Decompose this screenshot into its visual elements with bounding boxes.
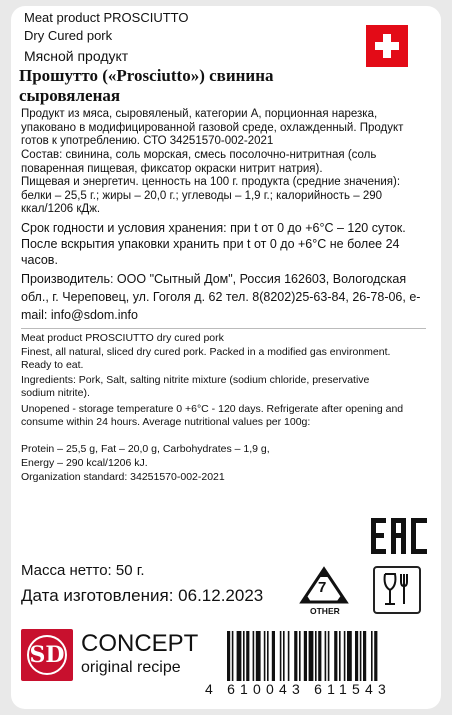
header-line-3: Мясной продукт (24, 48, 129, 64)
ru-manufacturer: Производитель: ООО "Сытный Дом", Россия 162603, Вологодская обл., г. Череповец, ул. Гоголя д. 62 тел. 8(8202)25-63-84, 26-78-06, e-mail: info@sdom.info (21, 272, 421, 322)
net-weight: Масса нетто: 50 г. (21, 562, 145, 579)
product-title-line-1: Прошутто («Prosciutto») свинина (19, 66, 274, 85)
en-storage: Unopened - storage temperature 0 +6°C - 120 days. Refrigerate after opening and consume within 24 hours. Average nutritional values per 100g: (21, 403, 404, 428)
product-title-line-2: сыровяленая (19, 86, 121, 105)
en-description: Finest, all natural, sliced dry cured pork. Packed in a modified gas environment. Ready to eat. (21, 346, 391, 371)
en-energy: Energy – 290 kcal/1206 kJ. (21, 457, 148, 469)
product-label (11, 6, 441, 709)
brand-name: CONCEPT (81, 630, 199, 657)
divider (21, 328, 426, 329)
en-nutrition: Protein – 25,5 g, Fat – 20,0 g, Carbohydrates – 1,9 g, (21, 443, 270, 455)
ru-description: Продукт из мяса, сыровяленый, категории А, порционная нарезка, упаковано в модифицированной газовой среде, охлажденный. Продукт готов к употреблению. СТО 34251570-002-2021 (21, 108, 404, 148)
eac-mark-icon (371, 518, 427, 554)
header-line-2: Dry Cured pork (24, 28, 113, 43)
header-line-1: Meat product PROSCIUTTO (24, 10, 189, 25)
brand-logo (21, 629, 73, 681)
barcode-number: 4 610043 611543 (205, 681, 391, 697)
ru-composition: Состав: свинина, соль морская, смесь посолочно-нитритная (соль поваренная пищевая, фиксатор окраски нитрит натрия). (21, 149, 377, 175)
recycle-icon (294, 566, 354, 618)
production-date: Дата изготовления: 06.12.2023 (21, 586, 264, 605)
recycle-text: OTHER (310, 606, 340, 616)
swiss-flag-icon (366, 25, 408, 67)
ru-storage: Срок годности и условия хранения: при t от 0 до +6°С – 120 суток. После вскрытия упаковки хранить при t от 0 до +6°С не более 24 часов. (21, 221, 406, 267)
en-title: Meat product PROSCIUTTO dry cured pork (21, 332, 224, 344)
food-safe-icon (373, 566, 421, 614)
recycle-number: 7 (318, 579, 327, 596)
en-ingredients: Ingredients: Pork, Salt, salting nitrite mixture (sodium chloride, preservative sodium nitrite). (21, 374, 370, 399)
ru-nutrition: Пищевая и энергетич. ценность на 100 г. продукта (средние значения): белки – 25,5 г.; жиры – 20,0 г.; углеводы – 1,9 г.; калорийность – 290 ккал/1206 кДж. (21, 176, 401, 216)
brand-tagline: original recipe (81, 659, 181, 676)
en-standard: Organization standard: 34251570-002-2021 (21, 471, 225, 483)
logo-monogram: SD (27, 635, 67, 675)
barcode-icon (227, 631, 422, 681)
